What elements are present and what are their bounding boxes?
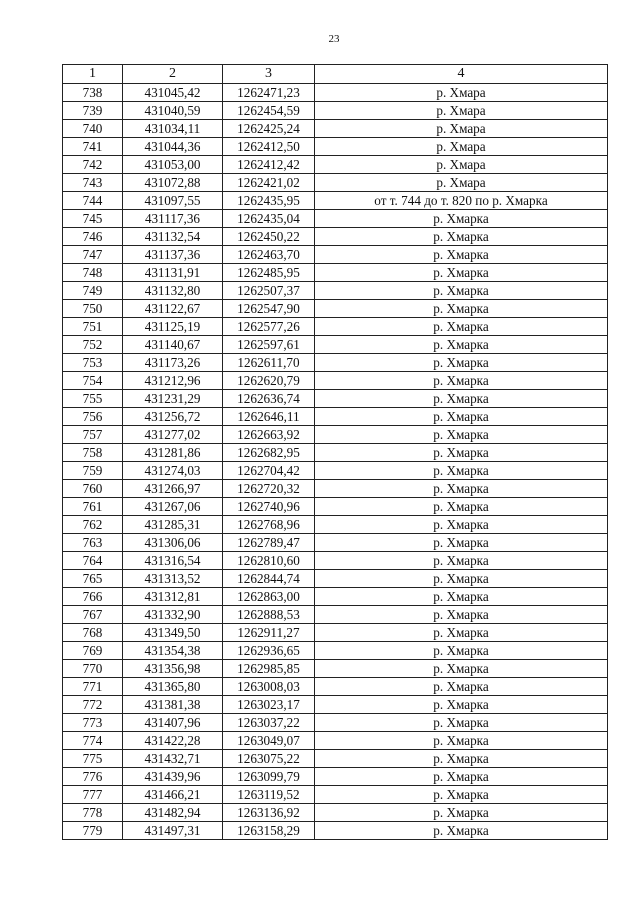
table-body [63,84,608,840]
y-coordinate-cell: 1262450,22 [223,228,315,246]
point-number-cell: 753 [63,354,123,372]
description-cell: р. Хмара [315,102,608,120]
point-number-cell: 771 [63,678,123,696]
description-cell: р. Хмарка [315,300,608,318]
point-number-cell: 759 [63,462,123,480]
point-number-cell: 744 [63,192,123,210]
y-coordinate-cell: 1262485,95 [223,264,315,282]
point-number-cell: 740 [63,120,123,138]
table-row [63,660,608,678]
y-coordinate-cell: 1263008,03 [223,678,315,696]
table-row [63,606,608,624]
description-cell: р. Хмарка [315,354,608,372]
x-coordinate-cell: 431053,00 [123,156,223,174]
x-coordinate-cell: 431132,80 [123,282,223,300]
description-cell: р. Хмарка [315,552,608,570]
x-coordinate-cell: 431140,67 [123,336,223,354]
description-cell: р. Хмара [315,156,608,174]
description-cell: р. Хмарка [315,750,608,768]
description-cell: р. Хмара [315,120,608,138]
x-coordinate-cell: 431407,96 [123,714,223,732]
description-cell: р. Хмарка [315,678,608,696]
table-row [63,498,608,516]
point-number-cell: 760 [63,480,123,498]
description-cell: р. Хмарка [315,516,608,534]
y-coordinate-cell: 1262863,00 [223,588,315,606]
x-coordinate-cell: 431422,28 [123,732,223,750]
y-coordinate-cell: 1263037,22 [223,714,315,732]
description-cell: р. Хмарка [315,696,608,714]
x-coordinate-cell: 431482,94 [123,804,223,822]
description-cell: р. Хмарка [315,282,608,300]
description-cell: р. Хмарка [315,426,608,444]
table-row [63,480,608,498]
description-cell: р. Хмарка [315,480,608,498]
description-cell: р. Хмарка [315,390,608,408]
table-row [63,156,608,174]
table-row [63,102,608,120]
x-coordinate-cell: 431137,36 [123,246,223,264]
x-coordinate-cell: 431131,91 [123,264,223,282]
table-row [63,228,608,246]
point-number-cell: 751 [63,318,123,336]
point-number-cell: 778 [63,804,123,822]
y-coordinate-cell: 1262577,26 [223,318,315,336]
description-cell: р. Хмарка [315,444,608,462]
description-cell: р. Хмарка [315,660,608,678]
point-number-cell: 761 [63,498,123,516]
y-coordinate-cell: 1262463,70 [223,246,315,264]
point-number-cell: 743 [63,174,123,192]
table-row [63,714,608,732]
point-number-cell: 757 [63,426,123,444]
table-row [63,174,608,192]
x-coordinate-cell: 431274,03 [123,462,223,480]
y-coordinate-cell: 1262611,70 [223,354,315,372]
header-row [63,65,608,84]
description-cell: р. Хмарка [315,624,608,642]
description-cell: р. Хмарка [315,642,608,660]
y-coordinate-cell: 1262412,42 [223,156,315,174]
table-row [63,822,608,840]
description-cell: р. Хмарка [315,408,608,426]
table-row [63,138,608,156]
table-row [63,624,608,642]
x-coordinate-cell: 431381,38 [123,696,223,714]
y-coordinate-cell: 1262789,47 [223,534,315,552]
y-coordinate-cell: 1262682,95 [223,444,315,462]
y-coordinate-cell: 1262810,60 [223,552,315,570]
table-row [63,696,608,714]
x-coordinate-cell: 431072,88 [123,174,223,192]
point-number-cell: 752 [63,336,123,354]
x-coordinate-cell: 431277,02 [123,426,223,444]
y-coordinate-cell: 1262704,42 [223,462,315,480]
description-cell: р. Хмарка [315,588,608,606]
table-row [63,444,608,462]
description-cell: р. Хмарка [315,318,608,336]
y-coordinate-cell: 1263075,22 [223,750,315,768]
description-cell: р. Хмарка [315,768,608,786]
point-number-cell: 775 [63,750,123,768]
y-coordinate-cell: 1263023,17 [223,696,315,714]
column-header-3: 3 [223,65,315,84]
y-coordinate-cell: 1262663,92 [223,426,315,444]
point-number-cell: 756 [63,408,123,426]
point-number-cell: 742 [63,156,123,174]
point-number-cell: 739 [63,102,123,120]
x-coordinate-cell: 431354,38 [123,642,223,660]
x-coordinate-cell: 431285,31 [123,516,223,534]
point-number-cell: 738 [63,84,123,102]
table-row [63,390,608,408]
x-coordinate-cell: 431125,19 [123,318,223,336]
y-coordinate-cell: 1262507,37 [223,282,315,300]
x-coordinate-cell: 431034,11 [123,120,223,138]
table-row [63,354,608,372]
table-row [63,372,608,390]
table-row [63,246,608,264]
x-coordinate-cell: 431281,86 [123,444,223,462]
table-row [63,588,608,606]
x-coordinate-cell: 431349,50 [123,624,223,642]
y-coordinate-cell: 1262740,96 [223,498,315,516]
x-coordinate-cell: 431332,90 [123,606,223,624]
x-coordinate-cell: 431267,06 [123,498,223,516]
table-row [63,552,608,570]
point-number-cell: 765 [63,570,123,588]
table-row [63,750,608,768]
description-cell: р. Хмарка [315,498,608,516]
description-cell: р. Хмарка [315,228,608,246]
point-number-cell: 770 [63,660,123,678]
point-number-cell: 779 [63,822,123,840]
table-row [63,804,608,822]
point-number-cell: 776 [63,768,123,786]
y-coordinate-cell: 1262435,95 [223,192,315,210]
y-coordinate-cell: 1262646,11 [223,408,315,426]
x-coordinate-cell: 431497,31 [123,822,223,840]
x-coordinate-cell: 431045,42 [123,84,223,102]
description-cell: р. Хмарка [315,462,608,480]
point-number-cell: 749 [63,282,123,300]
table-row [63,318,608,336]
x-coordinate-cell: 431117,36 [123,210,223,228]
y-coordinate-cell: 1262620,79 [223,372,315,390]
y-coordinate-cell: 1262888,53 [223,606,315,624]
table-row [63,264,608,282]
x-coordinate-cell: 431439,96 [123,768,223,786]
x-coordinate-cell: 431097,55 [123,192,223,210]
table-row [63,570,608,588]
description-cell: р. Хмарка [315,714,608,732]
y-coordinate-cell: 1262454,59 [223,102,315,120]
point-number-cell: 747 [63,246,123,264]
description-cell: от т. 744 до т. 820 по р. Хмарка [315,192,608,210]
x-coordinate-cell: 431231,29 [123,390,223,408]
description-cell: р. Хмара [315,174,608,192]
x-coordinate-cell: 431365,80 [123,678,223,696]
y-coordinate-cell: 1262425,24 [223,120,315,138]
y-coordinate-cell: 1262597,61 [223,336,315,354]
y-coordinate-cell: 1263049,07 [223,732,315,750]
description-cell: р. Хмарка [315,210,608,228]
point-number-cell: 758 [63,444,123,462]
y-coordinate-cell: 1262911,27 [223,624,315,642]
description-cell: р. Хмарка [315,606,608,624]
x-coordinate-cell: 431122,67 [123,300,223,318]
point-number-cell: 772 [63,696,123,714]
description-cell: р. Хмарка [315,372,608,390]
table-row [63,516,608,534]
coordinates-table [62,64,608,840]
x-coordinate-cell: 431256,72 [123,408,223,426]
point-number-cell: 769 [63,642,123,660]
table-row [63,768,608,786]
table-row [63,282,608,300]
x-coordinate-cell: 431266,97 [123,480,223,498]
x-coordinate-cell: 431312,81 [123,588,223,606]
x-coordinate-cell: 431356,98 [123,660,223,678]
column-header-4: 4 [315,65,608,84]
table-row [63,84,608,102]
description-cell: р. Хмарка [315,804,608,822]
table-row [63,336,608,354]
point-number-cell: 755 [63,390,123,408]
table-row [63,300,608,318]
x-coordinate-cell: 431044,36 [123,138,223,156]
table-row [63,192,608,210]
x-coordinate-cell: 431313,52 [123,570,223,588]
table-row [63,534,608,552]
point-number-cell: 767 [63,606,123,624]
table-row [63,408,608,426]
table-row [63,642,608,660]
point-number-cell: 762 [63,516,123,534]
description-cell: р. Хмарка [315,336,608,354]
point-number-cell: 746 [63,228,123,246]
x-coordinate-cell: 431212,96 [123,372,223,390]
table-row [63,210,608,228]
table-row [63,786,608,804]
description-cell: р. Хмарка [315,822,608,840]
y-coordinate-cell: 1262547,90 [223,300,315,318]
point-number-cell: 774 [63,732,123,750]
table-header [63,65,608,84]
point-number-cell: 754 [63,372,123,390]
table-row [63,732,608,750]
point-number-cell: 745 [63,210,123,228]
point-number-cell: 768 [63,624,123,642]
point-number-cell: 777 [63,786,123,804]
y-coordinate-cell: 1262471,23 [223,84,315,102]
y-coordinate-cell: 1262435,04 [223,210,315,228]
x-coordinate-cell: 431040,59 [123,102,223,120]
description-cell: р. Хмарка [315,786,608,804]
point-number-cell: 748 [63,264,123,282]
description-cell: р. Хмара [315,84,608,102]
description-cell: р. Хмарка [315,570,608,588]
y-coordinate-cell: 1262936,65 [223,642,315,660]
point-number-cell: 763 [63,534,123,552]
table-row [63,678,608,696]
table-row [63,426,608,444]
description-cell: р. Хмарка [315,264,608,282]
point-number-cell: 750 [63,300,123,318]
y-coordinate-cell: 1262768,96 [223,516,315,534]
y-coordinate-cell: 1262412,50 [223,138,315,156]
page-number: 23 [328,33,340,45]
x-coordinate-cell: 431466,21 [123,786,223,804]
y-coordinate-cell: 1262844,74 [223,570,315,588]
y-coordinate-cell: 1262985,85 [223,660,315,678]
point-number-cell: 766 [63,588,123,606]
y-coordinate-cell: 1263119,52 [223,786,315,804]
column-header-1: 1 [63,65,123,84]
x-coordinate-cell: 431306,06 [123,534,223,552]
description-cell: р. Хмара [315,138,608,156]
column-header-2: 2 [123,65,223,84]
description-cell: р. Хмарка [315,732,608,750]
table-row [63,462,608,480]
y-coordinate-cell: 1262421,02 [223,174,315,192]
x-coordinate-cell: 431316,54 [123,552,223,570]
x-coordinate-cell: 431132,54 [123,228,223,246]
y-coordinate-cell: 1263099,79 [223,768,315,786]
y-coordinate-cell: 1263158,29 [223,822,315,840]
table-row [63,120,608,138]
y-coordinate-cell: 1263136,92 [223,804,315,822]
point-number-cell: 741 [63,138,123,156]
description-cell: р. Хмарка [315,534,608,552]
point-number-cell: 773 [63,714,123,732]
description-cell: р. Хмарка [315,246,608,264]
y-coordinate-cell: 1262720,32 [223,480,315,498]
y-coordinate-cell: 1262636,74 [223,390,315,408]
x-coordinate-cell: 431432,71 [123,750,223,768]
x-coordinate-cell: 431173,26 [123,354,223,372]
point-number-cell: 764 [63,552,123,570]
